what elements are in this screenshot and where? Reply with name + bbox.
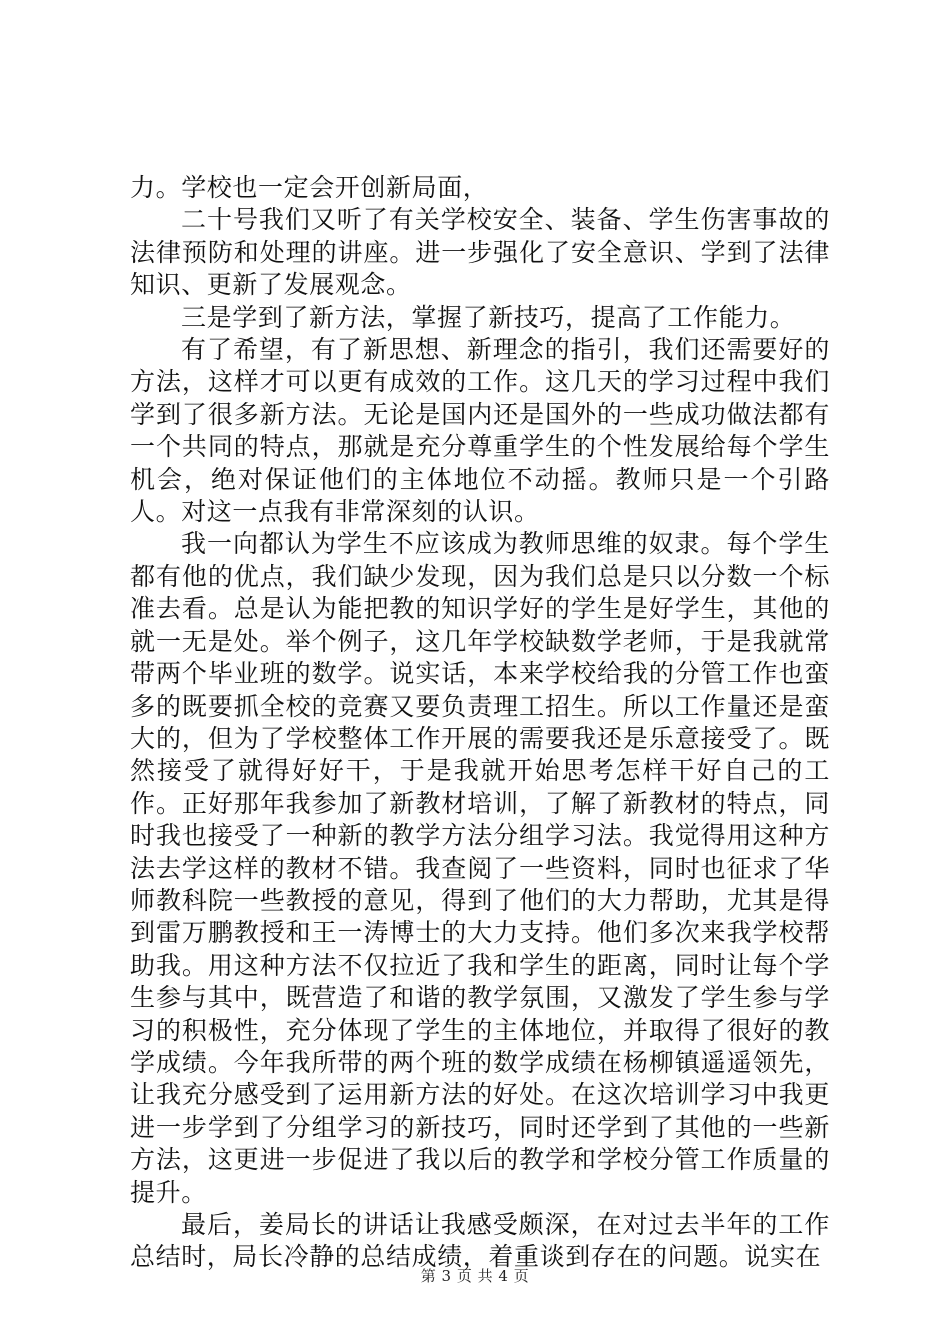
paragraph-personal-experience: 我一向都认为学生不应该成为教师思维的奴隶。每个学生都有他的优点，我们缺少发现，因为我们总是只以分数一个标准去看。总是认为能把教的知识学好的学生是好学生，其他的就一无是处。举个例子，这几年学校缺数学老师，于是我就常带两个毕业班的数学。说实话，本来学校给我的分管工作也蛮多的既要抓全校的竞赛又要负责理工招生。所以工作量还是蛮大的，但为了学校整体工作开展的需要我还是乐意接受了。既然接受了就得好好干，于是我就开始思考怎样干好自己的工作。正好那年我参加了新教材培训，了解了新教材的特点，同时我也接受了一种新的教学方法分组学习法。我觉得用这种方法去学这样的教材不错。我查阅了一些资料，同时也征求了华师教科院一些教授的意见，得到了他们的大力帮助，尤其是得到雷万鹏教授和王一涛博士的大力支持。他们多次来我学校帮助我。用这种方法不仅拉近了我和学生的距离，同时让每个学生参与其中，既营造了和谐的教学氛围，又激发了学生参与学习的积极性，充分体现了学生的主体地位，并取得了很好的教学成绩。今年我所带的两个班的数学成绩在杨柳镇遥遥领先，让我充分感受到了运用新方法的好处。在这次培训学习中我更进一步学到了分组学习的新技巧，同时还学到了其他的一些新方法，这更进一步促进了我以后的教学和学校分管工作质量的提升。 bbox=[130, 529, 830, 1207]
paragraph-new-methods: 有了希望，有了新思想、新理念的指引，我们还需要好的方法，这样才可以更有成效的工作。这几天的学习过程中我们学到了很多新方法。无论是国内还是国外的一些成功做法都有一个共同的特点，那就是充分尊重学生的个性发展给每个学生机会，绝对保证他们的主体地位不动摇。教师只是一个引路人。对这一点我有非常深刻的认识。 bbox=[130, 335, 830, 527]
page-number-footer: 第 3 页 共 4 页 bbox=[420, 1267, 530, 1285]
paragraph-point-three-heading: 三是学到了新方法，掌握了新技巧，提高了工作能力。 bbox=[181, 302, 796, 332]
paragraph-continuation: 力。学校也一定会开创新局面， bbox=[130, 173, 489, 202]
paragraph-director-speech: 最后，姜局长的讲话让我感受颇深，在对过去半年的工作总结时，局长冷静的总结成绩，着重谈到存在的问题。说实在 bbox=[130, 1210, 830, 1272]
paragraph-lecture-safety: 二十号我们又听了有关学校安全、装备、学生伤害事故的法律预防和处理的讲座。进一步强化了安全意识、学到了法律知识、更新了发展观念。 bbox=[130, 205, 830, 300]
document-body bbox=[130, 172, 830, 1274]
